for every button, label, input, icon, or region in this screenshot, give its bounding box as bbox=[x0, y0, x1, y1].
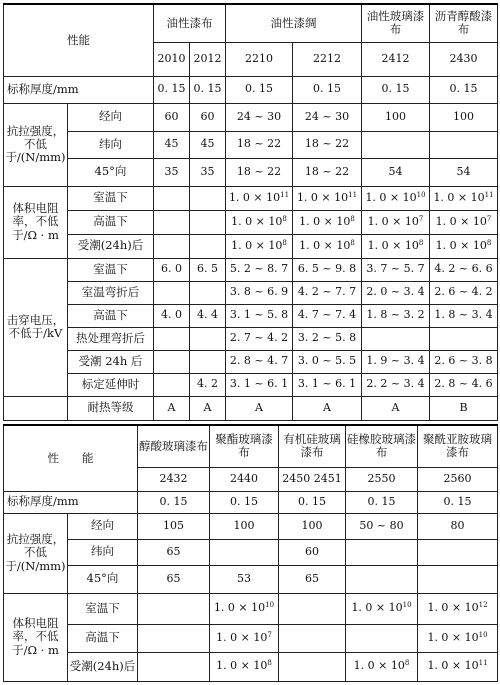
header-code: 2440 bbox=[210, 467, 279, 491]
cell: 18 ~ 22 bbox=[293, 131, 362, 158]
cell: 3. 2 ~ 5. 8 bbox=[293, 327, 362, 350]
cell: 100 bbox=[210, 513, 279, 539]
sub-label: 高温下 bbox=[68, 624, 138, 652]
cell: 2. 0 ~ 3. 4 bbox=[362, 281, 430, 304]
cell: 1. $0 \times 10^8$ bbox=[346, 652, 418, 681]
cell: 35 bbox=[190, 158, 226, 186]
cell bbox=[430, 327, 498, 350]
cell: 60 bbox=[190, 103, 226, 131]
cell: 1. $0 \times 10^8$ bbox=[293, 210, 362, 234]
cell: 2. 7 ~ 4. 2 bbox=[226, 327, 293, 350]
cell: 1. $0 \times 10^7$ bbox=[362, 210, 430, 234]
cell: 24 ~ 30 bbox=[293, 103, 362, 131]
cell bbox=[190, 234, 226, 258]
cell: 35 bbox=[154, 158, 190, 186]
cell bbox=[154, 327, 190, 350]
cell: 1. $0 \times 10^{12}$ bbox=[418, 593, 498, 624]
thickness-value: 0. 15 bbox=[362, 76, 430, 103]
header-code: 2210 bbox=[226, 42, 293, 76]
tensile-section bbox=[4, 103, 498, 186]
cell: 80 bbox=[418, 513, 498, 539]
header-code: 2550 bbox=[346, 467, 418, 491]
cell: 3. 8 ~ 6. 9 bbox=[226, 281, 293, 304]
thickness-value: 0. 15 bbox=[190, 76, 226, 103]
sub-label: 45°向 bbox=[68, 565, 138, 593]
cell bbox=[346, 565, 418, 593]
cell bbox=[346, 624, 418, 652]
sub-label: 室温下 bbox=[68, 258, 154, 281]
cell: 1. $0 \times 10^8$ bbox=[430, 234, 498, 258]
sub-label: 经向 bbox=[68, 103, 154, 131]
header-code: 2412 bbox=[362, 42, 430, 76]
header-group: 硅橡胶玻璃漆布 bbox=[346, 425, 418, 467]
cell bbox=[154, 373, 190, 396]
cell: 4. 4 bbox=[190, 304, 226, 327]
cell: 1. $0 \times 10^8$ bbox=[362, 234, 430, 258]
cell: 3. 1 ~ 6. 1 bbox=[226, 373, 293, 396]
cell: 1. $0 \times 10^{11}$ bbox=[293, 186, 362, 210]
cell bbox=[362, 131, 430, 158]
cell: 18 ~ 22 bbox=[226, 131, 293, 158]
cell bbox=[154, 350, 190, 373]
heat-class-value: A bbox=[362, 396, 430, 420]
top-property-table bbox=[3, 3, 498, 421]
header-group: 有机硅玻璃漆布 bbox=[279, 425, 346, 467]
cell bbox=[418, 539, 498, 565]
cell: 2. 6 ~ 4. 2 bbox=[430, 281, 498, 304]
thickness-label: 标称厚度/mm bbox=[4, 491, 138, 513]
cell: 3. 1 ~ 6. 1 bbox=[293, 373, 362, 396]
cell bbox=[154, 210, 190, 234]
thickness-value: 0. 15 bbox=[154, 76, 190, 103]
heat-class-value: B bbox=[430, 396, 498, 420]
sub-label: 受潮(24h)后 bbox=[68, 234, 154, 258]
header-property: 性能 bbox=[4, 4, 154, 76]
thickness-label: 标称厚度/mm bbox=[4, 76, 154, 103]
cell: 1. $0 \times 10^{11}$ bbox=[430, 186, 498, 210]
cell: 105 bbox=[138, 513, 210, 539]
sub-label: 室温下 bbox=[68, 186, 154, 210]
cell: 45 bbox=[154, 131, 190, 158]
cell: 2. 2 ~ 3. 4 bbox=[362, 373, 430, 396]
cell bbox=[190, 186, 226, 210]
cell: 1. 9 ~ 3. 4 bbox=[362, 350, 430, 373]
thickness-value: 0. 15 bbox=[138, 491, 210, 513]
header-group: 沥青醇酸漆布 bbox=[430, 4, 498, 42]
header-code: 2012 bbox=[190, 42, 226, 76]
thickness-value: 0. 15 bbox=[346, 491, 418, 513]
cell: 65 bbox=[138, 539, 210, 565]
cell bbox=[362, 327, 430, 350]
cell: 1. $0 \times 10^7$ bbox=[210, 624, 279, 652]
cell: 1. 8 ~ 3. 4 bbox=[430, 304, 498, 327]
cell bbox=[279, 593, 346, 624]
cell: 3. 1 ~ 5. 8 bbox=[226, 304, 293, 327]
cell: 53 bbox=[210, 565, 279, 593]
cell: 1. $0 \times 10^8$ bbox=[226, 234, 293, 258]
thickness-value: 0. 15 bbox=[418, 491, 498, 513]
thickness-value: 0. 15 bbox=[210, 491, 279, 513]
thickness-value: 0. 15 bbox=[293, 76, 362, 103]
cell bbox=[430, 131, 498, 158]
thickness-value: 0. 15 bbox=[430, 76, 498, 103]
sub-label: 高温下 bbox=[68, 210, 154, 234]
cell: 1. $0 \times 10^8$ bbox=[293, 234, 362, 258]
bottom-property-table bbox=[3, 424, 498, 682]
header-group: 聚酰亚胺玻璃漆布 bbox=[418, 425, 498, 467]
breakdown-label: 击穿电压，不低于/kV bbox=[4, 258, 68, 396]
cell: 18 ~ 22 bbox=[226, 158, 293, 186]
cell: 54 bbox=[362, 158, 430, 186]
cell: 2. 8 ~ 4. 7 bbox=[226, 350, 293, 373]
sub-label: 受潮 24h 后 bbox=[68, 350, 154, 373]
sub-label: 高温下 bbox=[68, 304, 154, 327]
cell: 60 bbox=[279, 539, 346, 565]
cell: 4. 7 ~ 7. 4 bbox=[293, 304, 362, 327]
heat-class-value: A bbox=[226, 396, 293, 420]
cell: 1. $0 \times 10^{11}$ bbox=[418, 652, 498, 681]
cell: 1. $0 \times 10^8$ bbox=[210, 652, 279, 681]
cell bbox=[190, 281, 226, 304]
cell bbox=[190, 210, 226, 234]
cell: 4. 2 ~ 7. 7 bbox=[293, 281, 362, 304]
cell bbox=[154, 186, 190, 210]
tensile-label: 抗拉强度，不低于/(N/mm) bbox=[4, 103, 68, 186]
header-group: 醇酸玻璃漆布 bbox=[138, 425, 210, 467]
cell: 6. 5 bbox=[190, 258, 226, 281]
cell: 4. 0 bbox=[154, 304, 190, 327]
thickness-value: 0. 15 bbox=[279, 491, 346, 513]
header-code: 2212 bbox=[293, 42, 362, 76]
cell: 3. 7 ~ 5. 7 bbox=[362, 258, 430, 281]
heat-class-value: A bbox=[154, 396, 190, 420]
cell: 1. $0 \times 10^8$ bbox=[226, 210, 293, 234]
cell: 6. 5 ~ 9. 8 bbox=[293, 258, 362, 281]
sub-label: 室温弯折后 bbox=[68, 281, 154, 304]
header-code: 2560 bbox=[418, 467, 498, 491]
cell: 100 bbox=[362, 103, 430, 131]
header-property: 性 能 bbox=[4, 425, 138, 491]
cell: 4. 2 ~ 6. 6 bbox=[430, 258, 498, 281]
cell: 100 bbox=[279, 513, 346, 539]
sub-label: 受潮(24h)后 bbox=[68, 652, 138, 681]
header-code: 2010 bbox=[154, 42, 190, 76]
cell bbox=[418, 565, 498, 593]
heat-class-value: A bbox=[293, 396, 362, 420]
resistivity-section bbox=[4, 186, 498, 258]
cell bbox=[138, 624, 210, 652]
tensile-label: 抗拉强度，不低于/(N/mm) bbox=[4, 513, 68, 593]
cell: 65 bbox=[279, 565, 346, 593]
cell: 1. $0 \times 10^{11}$ bbox=[226, 186, 293, 210]
cell: 65 bbox=[138, 565, 210, 593]
resistivity-label: 体积电阻率，不低于/Ω · m bbox=[4, 593, 68, 681]
sub-label: 室温下 bbox=[68, 593, 138, 624]
cell: 24 ~ 30 bbox=[226, 103, 293, 131]
cell bbox=[346, 539, 418, 565]
cell bbox=[190, 327, 226, 350]
cell: 100 bbox=[430, 103, 498, 131]
cell: 60 bbox=[154, 103, 190, 131]
resistivity-label: 体积电阻率，不低于/Ω · m bbox=[4, 186, 68, 258]
cell: 1. 8 ~ 3. 2 bbox=[362, 304, 430, 327]
cell: 4. 2 bbox=[190, 373, 226, 396]
cell: 1. $0 \times 10^{10}$ bbox=[346, 593, 418, 624]
header-code: 2430 bbox=[430, 42, 498, 76]
cell bbox=[279, 652, 346, 681]
cell: 2. 6 ~ 3. 8 bbox=[430, 350, 498, 373]
cell: 45 bbox=[190, 131, 226, 158]
heat-class-label: 耐热等级 bbox=[68, 396, 154, 420]
cell bbox=[210, 539, 279, 565]
cell: 1. $0 \times 10^{10}$ bbox=[418, 624, 498, 652]
cell bbox=[154, 281, 190, 304]
header-group: 油性玻璃漆布 bbox=[362, 4, 430, 42]
sub-label: 纬向 bbox=[68, 131, 154, 158]
heat-class-value: A bbox=[190, 396, 226, 420]
header-group: 油性漆布 bbox=[154, 4, 226, 42]
cell: 5. 2 ~ 8. 7 bbox=[226, 258, 293, 281]
sub-label: 纬向 bbox=[68, 539, 138, 565]
cell: 54 bbox=[430, 158, 498, 186]
cell bbox=[279, 624, 346, 652]
cell: 1. $0 \times 10^{10}$ bbox=[210, 593, 279, 624]
resistivity-section bbox=[4, 593, 498, 681]
cell: 3. 0 ~ 5. 5 bbox=[293, 350, 362, 373]
header-group: 油性漆绸 bbox=[226, 4, 362, 42]
cell: 2. 8 ~ 4. 6 bbox=[430, 373, 498, 396]
cell bbox=[190, 350, 226, 373]
cell: 18 ~ 22 bbox=[293, 158, 362, 186]
cell: 50 ~ 80 bbox=[346, 513, 418, 539]
sub-label: 经向 bbox=[68, 513, 138, 539]
sub-label: 热处理弯折后 bbox=[68, 327, 154, 350]
cell: 1. $0 \times 10^7$ bbox=[430, 210, 498, 234]
thickness-value: 0. 15 bbox=[226, 76, 293, 103]
header-code: 2450 2451 bbox=[279, 467, 346, 491]
tensile-section bbox=[4, 513, 498, 593]
breakdown-section bbox=[4, 258, 498, 396]
cell bbox=[154, 234, 190, 258]
header-code: 2432 bbox=[138, 467, 210, 491]
sub-label: 标定延伸时 bbox=[68, 373, 154, 396]
header-group: 聚酯玻璃漆布 bbox=[210, 425, 279, 467]
cell: 6. 0 bbox=[154, 258, 190, 281]
sub-label: 45°向 bbox=[68, 158, 154, 186]
cell bbox=[138, 652, 210, 681]
cell bbox=[138, 593, 210, 624]
cell: 1. $0 \times 10^{10}$ bbox=[362, 186, 430, 210]
